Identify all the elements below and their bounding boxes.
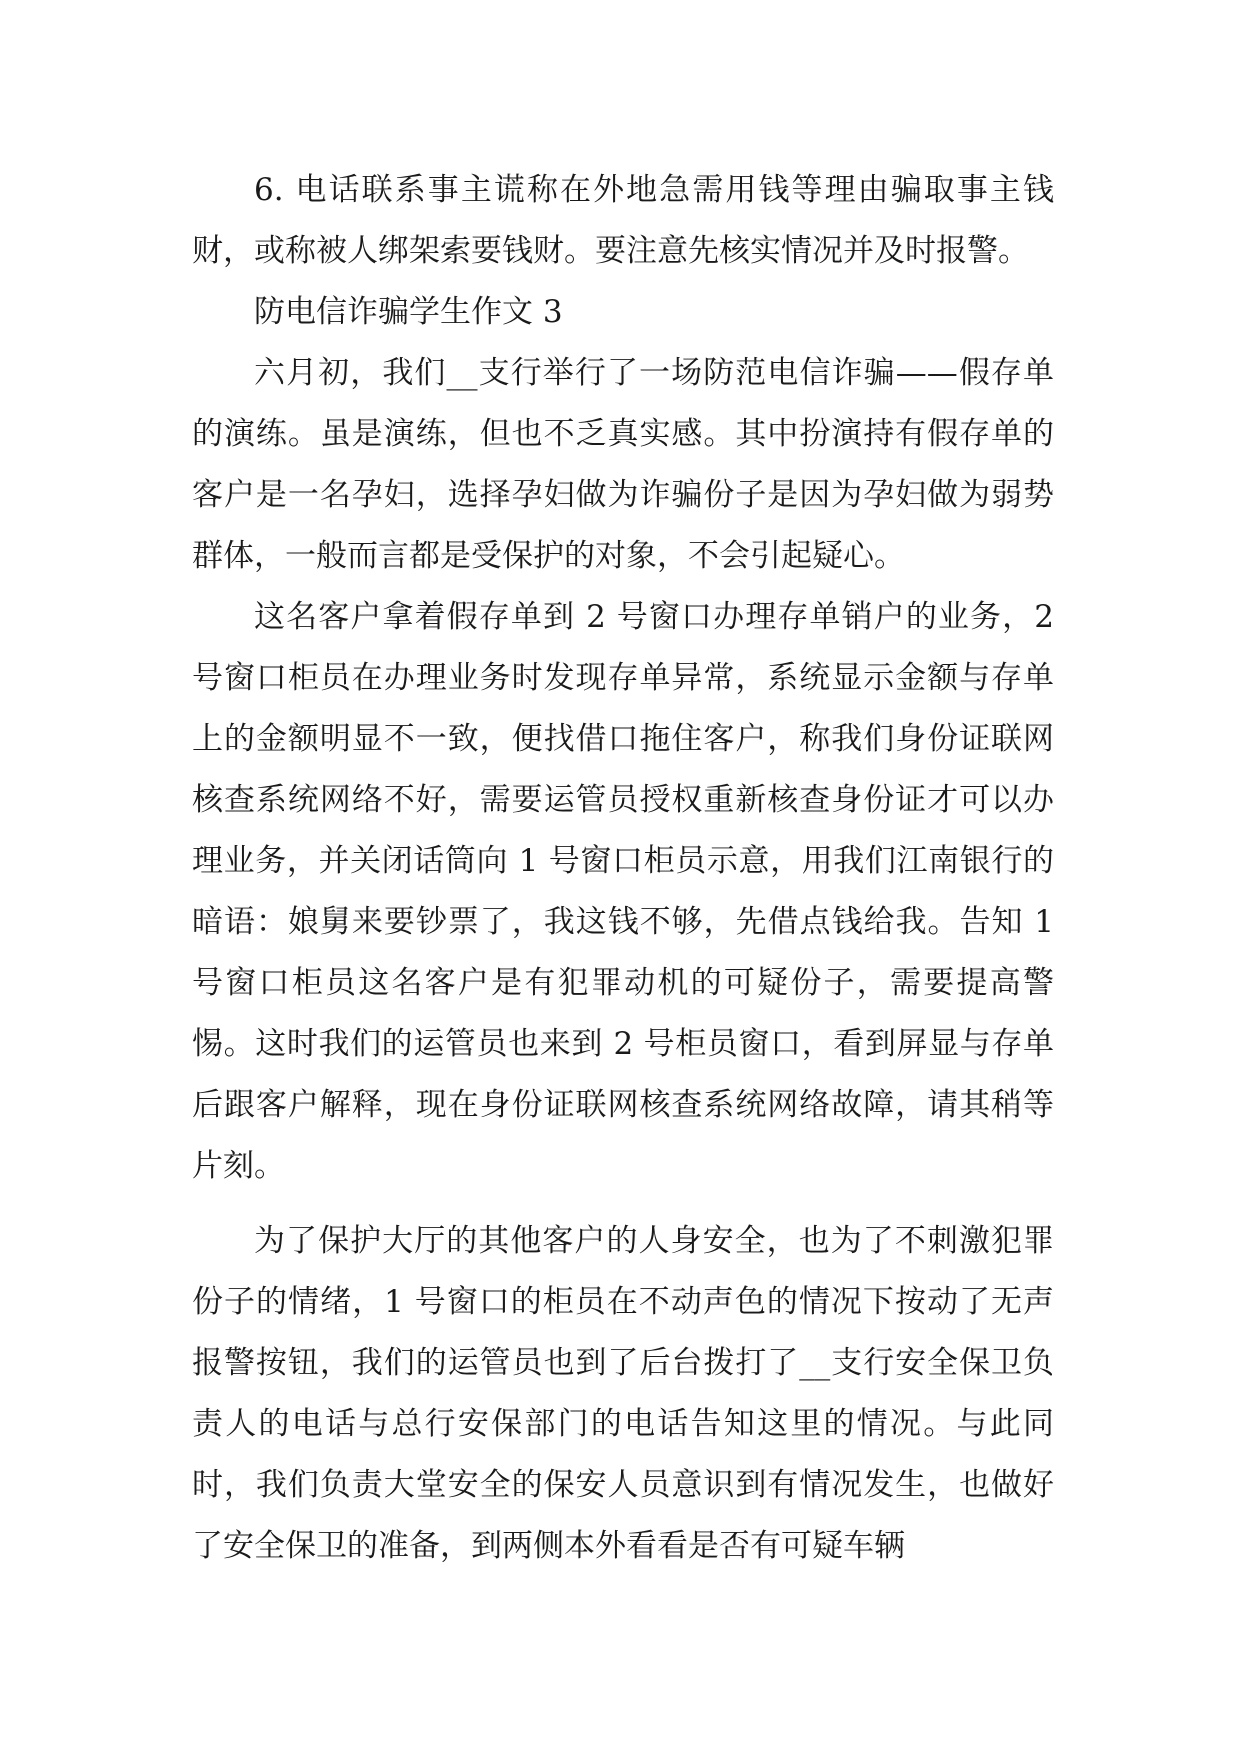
essay-title: 防电信诈骗学生作文 3 (254, 294, 563, 330)
paragraph-window-2: 这名客户拿着假存单到 2 号窗口办理存单销户的业务，2 号窗口柜员在办理业务时发现存单异常，系统显示金额与存单上的金额明显不一致，便找借口拖住客户，称我们身份证联网核查系统网络不好，需要运管员授权重新核查身份证才可以办理业务，并关闭话筒向 1 号窗口柜员示意，用我们江南银行的暗语：娘舅来要钞票了，我这钱不够，先借点钱给我。告知 1 号窗口柜员这名客户是有犯罪动机的可疑份子，需要提高警惕。这时我们的运管员也来到 2 号柜员窗口，看到屏显与存单后跟客户解释，现在身份证联网核查系统网络故障，请其稍等片刻。 (192, 599, 1054, 1184)
paragraph-tip-6: 6. 电话联系事主谎称在外地急需用钱等理由骗取事主钱财，或称被人绑架索要钱财。要注意先核实情况并及时报警。 (192, 172, 1054, 269)
paragraph-alarm: 为了保护大厅的其他客户的人身安全，也为了不刺激犯罪份子的情绪，1 号窗口的柜员在不动声色的情况下按动了无声报警按钮，我们的运管员也到了后台拨打了__支行安全保卫负责人的电话与总行安保部门的电话告知这里的情况。与此同时，我们负责大堂安全的保安人员意识到有情况发生，也做好了安全保卫的准备，到两侧本外看看是否有可疑车辆 (192, 1223, 1054, 1564)
document-body (192, 160, 1054, 1577)
paragraph-intro: 六月初，我们__支行举行了一场防范电信诈骗——假存单的演练。虽是演练，但也不乏真实感。其中扮演持有假存单的客户是一名孕妇，选择孕妇做为诈骗份子是因为孕妇做为弱势群体，一般而言都是受保护的对象，不会引起疑心。 (192, 355, 1054, 574)
